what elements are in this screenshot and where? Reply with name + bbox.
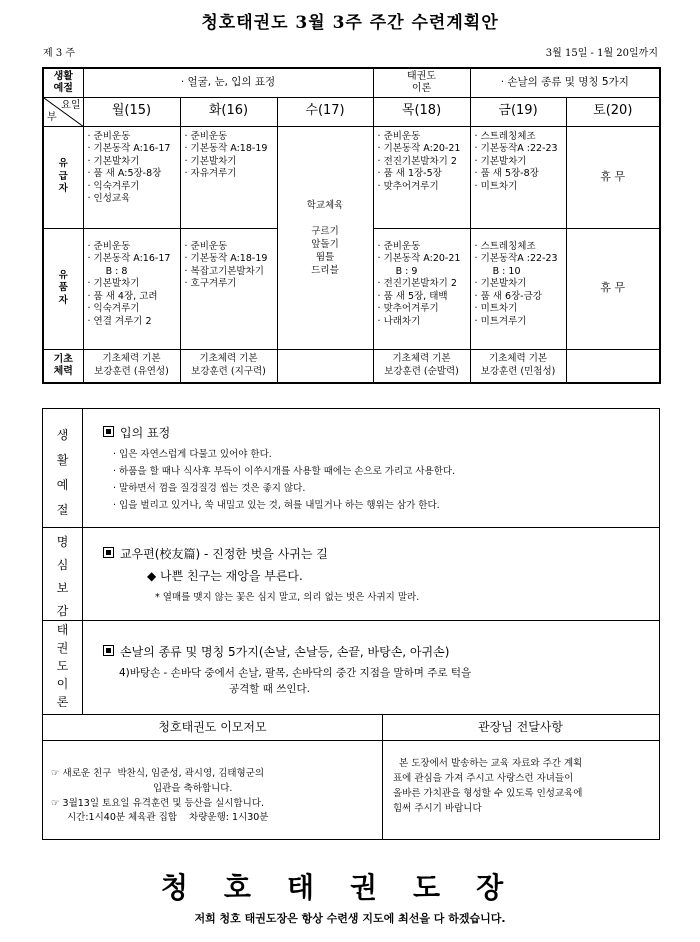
section-tkd-line2: 공격할 때 쓰인다.	[229, 683, 311, 695]
basic-mon	[83, 349, 180, 383]
list-item: · 준비운동	[184, 240, 228, 252]
list-item: · 나래차기	[377, 316, 421, 328]
list-item: 드리블	[311, 264, 339, 276]
list-item: · 호구겨루기	[184, 278, 237, 290]
day-fri: 금(19)	[470, 97, 566, 126]
tkd-label: 태권도이론	[373, 68, 470, 97]
list-item: 힘써 주시기 바랍니다	[393, 803, 482, 814]
row-yupum-label: 유품자	[43, 228, 83, 349]
page-title: 청호태권도 3월 3주 주간 수련계획안	[201, 13, 499, 33]
section-tkd-label: 태권도이론	[56, 623, 69, 709]
list-item: B : 8	[87, 265, 128, 277]
list-item: 기초체력 기본	[199, 353, 258, 365]
list-item: B : 9	[377, 265, 418, 277]
row-basic-label: 기초체력	[43, 349, 83, 383]
list-item: · 스트레칭체조	[474, 240, 536, 252]
news-title: 청호태권도 이모저모	[158, 720, 267, 734]
day-thu: 목(18)	[373, 97, 470, 126]
day-mon: 월(15)	[83, 97, 180, 126]
divider	[43, 620, 659, 621]
row-yugup-label: 유급자	[43, 126, 83, 228]
list-item: · 전진기본발차기 2	[377, 155, 457, 167]
list-item: · 준비운동	[184, 130, 228, 142]
divider	[43, 740, 659, 741]
list-item: 기초체력 기본	[102, 353, 161, 365]
list-item: 보강훈련 (유연성)	[94, 365, 169, 377]
list-item: · 품 새 4장, 고려	[87, 290, 158, 302]
tkd-topic: · 손날의 종류 및 명칭 5가지	[470, 68, 660, 97]
yugup-thu	[373, 126, 470, 228]
news-line2: 입관을 축하합니다.	[153, 783, 233, 794]
list-item: 보강훈련 (민첩성)	[480, 365, 556, 377]
day-corner-cell	[43, 97, 83, 126]
list-item: · 인성교육	[87, 193, 131, 205]
list-item: · 연결 겨루기 2	[87, 316, 152, 328]
basic-tue	[180, 349, 277, 383]
day-wed: 수(17)	[277, 97, 373, 126]
yupum-tue	[180, 228, 277, 349]
yugup-sat: 휴 무	[566, 126, 660, 228]
section-tkd-heading: 손날의 종류 및 명칭 5가지(손날, 손날등, 손끝, 바탕손, 아귀손)	[103, 643, 449, 660]
week-number: 제 3 주	[43, 48, 76, 59]
list-item: · 품 새 6장-금강	[474, 290, 542, 302]
basic-sat	[566, 349, 660, 383]
list-item: · 입은 자연스럽게 다물고 있어야 한다.	[113, 449, 272, 460]
list-item: · 전진기본발차기 2	[377, 278, 457, 290]
info-box	[42, 408, 660, 840]
list-item: 보강훈련 (순발력)	[384, 365, 459, 377]
day-sat: 토(20)	[566, 97, 660, 126]
life-topic: · 얼굴, 눈, 입의 표정	[83, 68, 373, 97]
news-line4: 시간:1시40분 체육관 집합 차량운행: 1시30분	[67, 812, 269, 823]
corner-day: 요일	[61, 99, 81, 111]
section-divider	[82, 409, 83, 714]
list-item: B : 10	[474, 265, 521, 277]
list-item: · 익숙겨루기	[87, 303, 140, 315]
news-line3: ☞ 3월13일 토요일 유격훈련 및 등산을 실시합니다.	[51, 798, 264, 809]
day-tue: 화(16)	[180, 97, 277, 126]
basic-wed	[277, 349, 373, 383]
list-item: · 하품을 할 때나 식사후 부득이 이쑤시개를 사용할 때에는 손으로 가리고 사용한다.	[113, 466, 456, 477]
list-item: · 미트겨루기	[474, 316, 527, 328]
list-item: · 복잡고기본발차기	[184, 265, 264, 277]
yugup-mon	[83, 126, 180, 228]
list-item: · 기본동작A :22-23	[474, 143, 558, 155]
square-bullet-icon	[103, 645, 114, 656]
list-item: · 말하면서 껌을 질겅질겅 씹는 것은 좋지 않다.	[113, 483, 306, 494]
list-item: 본 도장에서 발송하는 교육 자료와 주간 계획	[393, 758, 583, 769]
list-item: 뜀틀	[315, 251, 335, 263]
date-range: 3월 15일 - 1월 20일까지	[545, 48, 658, 59]
gym-motto: 저희 청호 태권도장은 항상 수련생 지도에 최선을 다 하겠습니다.	[194, 912, 506, 925]
section-life-label: 생활예절	[56, 428, 69, 517]
list-item: · 준비운동	[377, 240, 421, 252]
news-line1: ☞ 새로운 친구 박찬식, 임준성, 곽시영, 김태형군의	[51, 768, 265, 779]
section-mind-note: * 열매를 맺지 않는 꽃은 심지 말고, 의리 없는 벗은 사귀지 말라.	[155, 592, 420, 603]
square-bullet-icon	[103, 547, 114, 558]
section-life-heading: 입의 표정	[103, 424, 170, 441]
section-mind-label: 명심보감	[56, 535, 69, 618]
list-item: · 미트차기	[474, 180, 518, 192]
square-bullet-icon	[103, 426, 114, 437]
list-item: · 맞추어겨루기	[377, 303, 439, 315]
life-label: 생활예절	[43, 68, 83, 97]
divider	[43, 527, 659, 528]
section-life-lines	[113, 446, 455, 514]
list-item: · 기본동작 A:16-17	[87, 143, 171, 155]
list-item: 표에 관심을 가져 주시고 사랑스런 자녀들이	[393, 773, 574, 784]
list-item: · 기본발차기	[184, 155, 237, 167]
list-item: 학교체육	[306, 199, 344, 211]
list-item: · 기본동작 A:20-21	[377, 253, 461, 265]
corner-part: 부	[47, 111, 57, 123]
yugup-fri	[470, 126, 566, 228]
list-item: · 품 새 5장-8장	[474, 168, 539, 180]
list-item: · 맞추어겨루기	[377, 180, 439, 192]
list-item: · 기본동작 A:20-21	[377, 143, 461, 155]
weekly-schedule-table	[42, 67, 661, 384]
yupum-mon	[83, 228, 180, 349]
list-item: 구르기	[311, 225, 339, 237]
yugup-tue	[180, 126, 277, 228]
list-item	[278, 212, 373, 225]
wed-school-pe	[277, 126, 373, 349]
list-item: · 준비운동	[377, 130, 421, 142]
gym-name: 청호태권도장	[160, 871, 540, 904]
list-item: 올바른 가치관을 형성할 수 있도록 인성교육에	[393, 788, 583, 799]
list-item: · 준비운동	[87, 130, 131, 142]
list-item: · 기본발차기	[474, 155, 527, 167]
list-item: · 미트차기	[474, 303, 518, 315]
section-mind-heading: 교우편(校友篇) - 진정한 벗을 사귀는 길	[103, 545, 328, 562]
yupum-fri	[470, 228, 566, 349]
yupum-sat: 휴 무	[566, 228, 660, 349]
list-item: · 기본동작A :22-23	[474, 253, 558, 265]
list-item: · 품 새 5장, 태백	[377, 290, 448, 302]
section-tkd-line1: 4)바탕손 - 손바닥 중에서 손날, 팔목, 손바닥의 중간 지점을 말하며 주로 턱을	[119, 667, 472, 679]
basic-fri	[470, 349, 566, 383]
list-item: · 품 새 1장-5장	[377, 168, 442, 180]
list-item: · 기본발차기	[87, 155, 140, 167]
list-item: · 스트레칭체조	[474, 130, 536, 142]
list-item: 기초체력 기본	[488, 353, 548, 365]
list-item: · 기본동작 A:18-19	[184, 143, 268, 155]
list-item: · 기본동작 A:16-17	[87, 253, 171, 265]
list-item: · 기본동작 A:18-19	[184, 253, 268, 265]
notice-lines	[393, 756, 582, 816]
list-item: 앞돌기	[311, 238, 339, 250]
list-item: 보강훈련 (지구력)	[191, 365, 266, 377]
section-mind-sub: ◆ 나쁜 친구는 재앙을 부른다.	[147, 569, 303, 583]
basic-thu	[373, 349, 470, 383]
list-item: · 기본발차기	[474, 278, 527, 290]
list-item: · 익숙겨루기	[87, 180, 140, 192]
list-item: 기초체력 기본	[392, 353, 451, 365]
list-item: · 입을 벌리고 있거나, 쑥 내밀고 있는 것, 혀를 내밀거나 하는 행위는 삼가 한다.	[113, 500, 440, 511]
notice-title: 관장님 전달사항	[478, 720, 563, 734]
yupum-thu	[373, 228, 470, 349]
list-item: · 준비운동	[87, 240, 131, 252]
list-item: · 품 새 A:5장-8장	[87, 168, 162, 180]
list-item: · 기본발차기	[87, 278, 140, 290]
list-item: · 자유겨루기	[184, 168, 237, 180]
